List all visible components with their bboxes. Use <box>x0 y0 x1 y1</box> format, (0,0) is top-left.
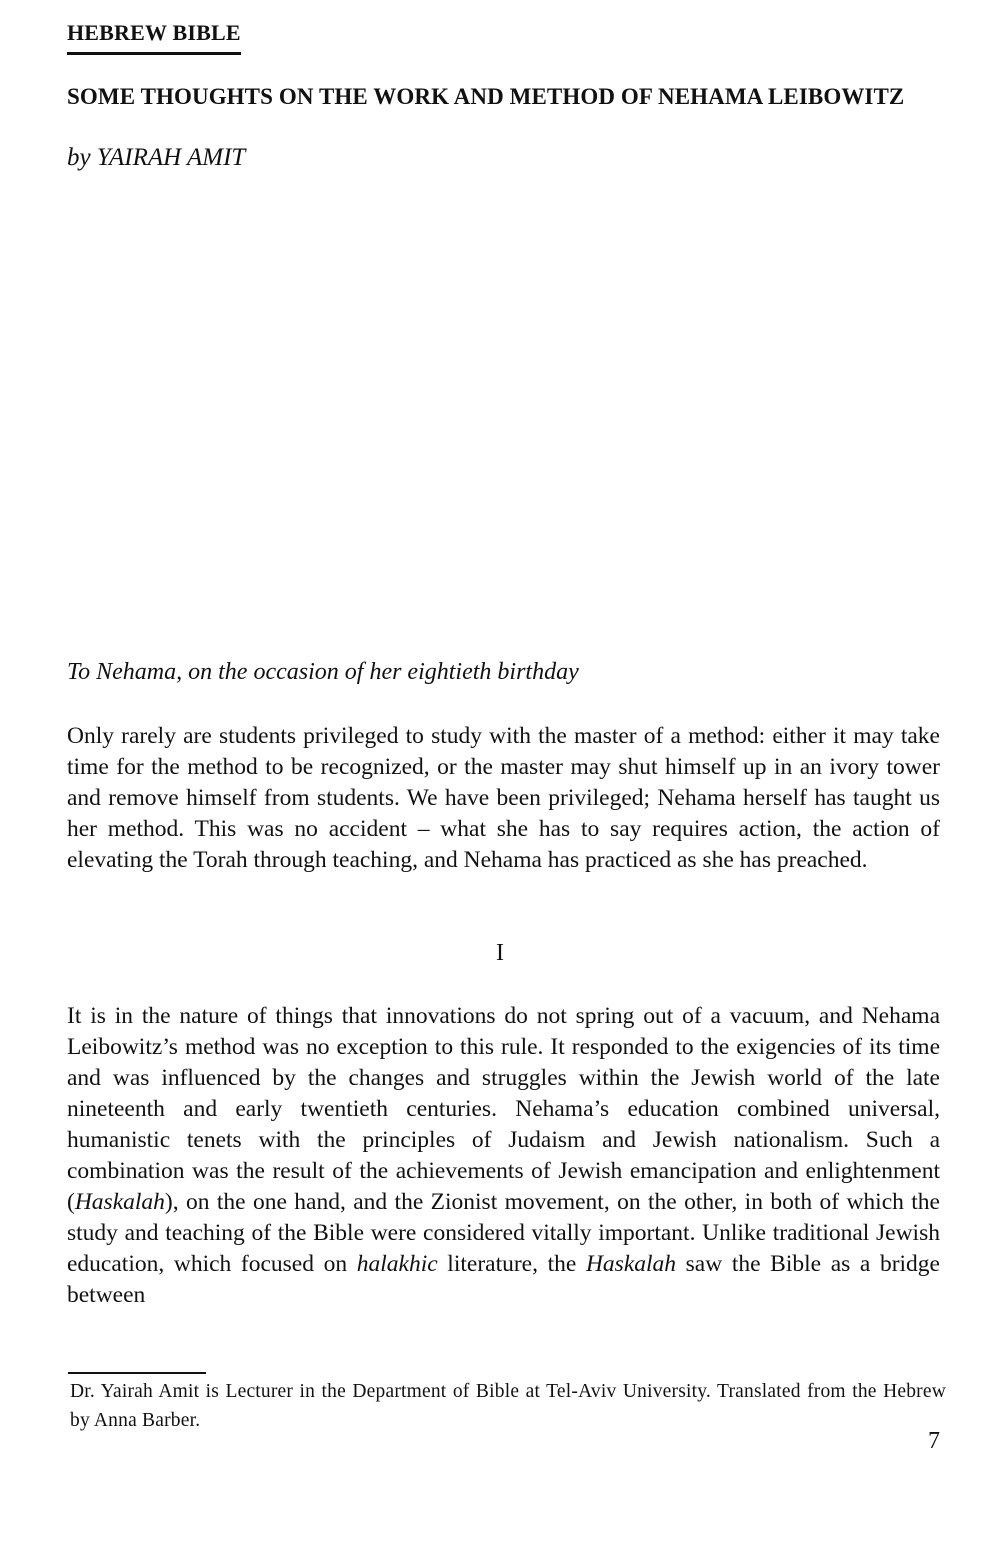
page-number: 7 <box>928 1428 940 1454</box>
article-title: SOME THOUGHTS ON THE WORK AND METHOD OF NEHAMA LEIBOWITZ <box>67 84 905 109</box>
section-numeral: I <box>496 940 504 966</box>
footnote-divider <box>68 1372 206 1374</box>
paragraph-text: literature, the <box>437 1251 586 1277</box>
section-heading: HEBREW BIBLE <box>67 20 241 55</box>
footnote: Dr. Yairah Amit is Lecturer in the Department of Bible at Tel-Aviv University. Translated from the Hebrew by Anna Barber. <box>70 1381 946 1431</box>
dedication: To Nehama, on the occasion of her eightieth birthday <box>67 659 579 685</box>
body-paragraph <box>67 1001 940 1311</box>
paragraph-text: It is in the nature of things that innovations do not spring out of a vacuum, and Nehama Leibowitz’s method was no exception to this rule. It responded to the exigencies of its time and was influenced by the changes and struggles within the Jewish world of the late nineteenth and early twentieth centuries. Nehama’s education combined universal, humanistic tenets with the principles of Judaism and Jewish nationalism. Such a combination was the result of the achievements of Jewish emancipation and enlightenment ( <box>67 1003 940 1215</box>
author-byline: by YAIRAH AMIT <box>67 144 246 171</box>
paragraph-text: ), on the one hand, and the Zionist movement, on the other, in both of which the study and teaching of the Bible were considered vitally important. Unlike traditional Jewish education, which focused on <box>67 1189 940 1277</box>
paragraph-text: saw the Bible as a bridge between <box>67 1251 940 1308</box>
italic-term: Haskalah <box>585 1251 677 1277</box>
italic-term: halakhic <box>356 1251 438 1277</box>
italic-term: Haskalah <box>74 1189 165 1215</box>
intro-paragraph: Only rarely are students privileged to study with the master of a method: either it may take time for the method to be recognized, or the master may shut himself up in an ivory tower and remove himself from students. We have been privileged; Nehama herself has taught us her method. This was no accident – what she has to say requires action, the action of elevating the Torah through teaching, and Nehama has practiced as she has preached. <box>67 723 940 873</box>
